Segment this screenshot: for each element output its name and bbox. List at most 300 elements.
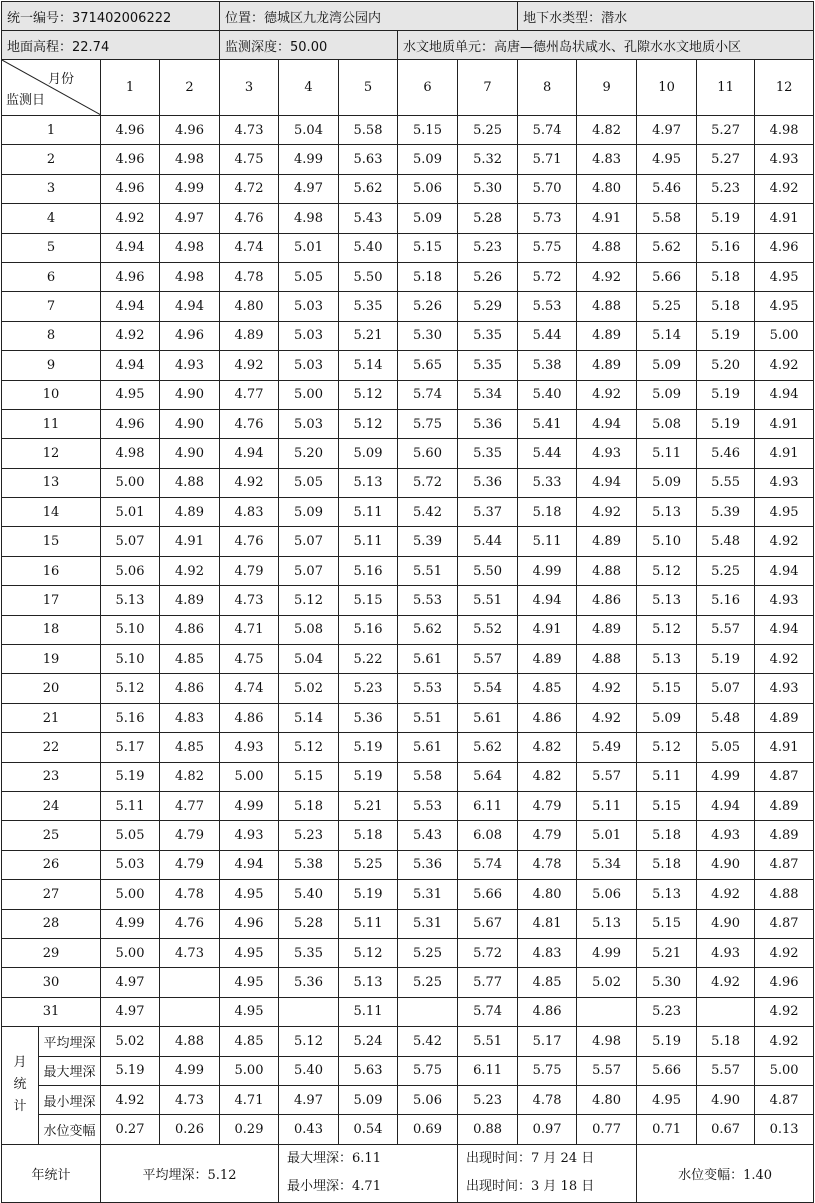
depth-value: 5.70 <box>518 174 577 203</box>
stat-value: 5.09 <box>339 1085 398 1114</box>
depth-value: 4.96 <box>755 233 814 262</box>
depth-value: 4.89 <box>577 351 637 380</box>
stat-label: 最大埋深 <box>39 1056 101 1085</box>
depth-value: 5.54 <box>458 674 518 703</box>
depth-value: 5.23 <box>279 821 339 850</box>
depth-value: 5.48 <box>697 527 755 556</box>
depth-value: 4.93 <box>755 586 814 615</box>
depth-value: 5.16 <box>101 703 160 732</box>
depth-value: 5.19 <box>339 762 398 791</box>
table-row <box>2 262 814 291</box>
depth-value: 5.07 <box>697 674 755 703</box>
table-row <box>2 821 814 850</box>
day-label: 19 <box>2 645 101 674</box>
depth-value: 4.85 <box>160 733 220 762</box>
table-row <box>2 674 814 703</box>
annual-max-time: 出现时间：7 月 24 日 <box>466 1151 595 1167</box>
depth-value: 4.82 <box>518 762 577 791</box>
day-label: 6 <box>2 262 101 291</box>
stat-value: 5.40 <box>279 1056 339 1085</box>
depth-value: 5.62 <box>398 615 458 644</box>
stat-row <box>2 1027 814 1056</box>
depth-value: 4.91 <box>755 409 814 438</box>
depth-value: 4.88 <box>755 880 814 909</box>
stat-value: 4.71 <box>220 1085 279 1114</box>
depth-value: 5.18 <box>279 791 339 820</box>
depth-value: 5.13 <box>637 645 697 674</box>
stat-value: 5.57 <box>697 1056 755 1085</box>
depth-value: 4.79 <box>220 556 279 585</box>
depth-value: 4.87 <box>755 762 814 791</box>
depth-value: 4.93 <box>755 674 814 703</box>
depth-value: 5.44 <box>518 439 577 468</box>
stat-value: 0.29 <box>220 1115 279 1144</box>
depth-value: 5.11 <box>577 791 637 820</box>
depth-value: 5.63 <box>339 145 398 174</box>
table-row <box>2 556 814 585</box>
depth-value: 5.00 <box>101 938 160 967</box>
stat-value: 5.57 <box>577 1056 637 1085</box>
depth-value: 5.51 <box>458 586 518 615</box>
depth-value: 4.74 <box>220 233 279 262</box>
depth-value: 5.18 <box>339 821 398 850</box>
depth-value: 4.99 <box>518 556 577 585</box>
depth-value: 5.23 <box>458 233 518 262</box>
depth-value: 4.95 <box>220 997 279 1026</box>
depth-value: 4.94 <box>577 409 637 438</box>
table-row <box>2 409 814 438</box>
day-label: 17 <box>2 586 101 615</box>
depth-value: 4.94 <box>755 556 814 585</box>
day-axis-label: 监测日 <box>6 93 46 108</box>
depth-value: 5.21 <box>339 321 398 350</box>
depth-value: 5.19 <box>697 409 755 438</box>
depth-value: 4.91 <box>755 439 814 468</box>
depth-value: 4.93 <box>697 821 755 850</box>
day-label: 28 <box>2 909 101 938</box>
stat-value: 4.80 <box>577 1085 637 1114</box>
stat-value: 4.73 <box>160 1085 220 1114</box>
depth-value: 5.55 <box>697 468 755 497</box>
day-label: 24 <box>2 791 101 820</box>
depth-value: 4.92 <box>577 498 637 527</box>
depth-value: 5.02 <box>279 674 339 703</box>
depth-value: 5.32 <box>458 145 518 174</box>
depth-value: 5.65 <box>398 351 458 380</box>
header-row-2 <box>2 31 814 60</box>
depth-value: 5.64 <box>458 762 518 791</box>
annual-stats-row <box>2 1144 814 1202</box>
day-label: 5 <box>2 233 101 262</box>
location: 位置：德城区九龙湾公园内 <box>220 2 518 31</box>
depth-value: 5.15 <box>398 116 458 145</box>
month-header-row <box>2 60 814 116</box>
groundwater-table <box>1 1 814 1203</box>
stat-label: 最小埋深 <box>39 1085 101 1114</box>
table-row <box>2 498 814 527</box>
table-row <box>2 615 814 644</box>
depth-value: 4.71 <box>220 615 279 644</box>
depth-value: 4.75 <box>220 145 279 174</box>
month-header: 1 <box>101 60 160 116</box>
depth-value: 5.01 <box>577 821 637 850</box>
depth-value: 5.42 <box>398 498 458 527</box>
annual-min-depth: 最小埋深：4.71 <box>287 1179 381 1195</box>
depth-value: 4.75 <box>220 645 279 674</box>
depth-value: 5.19 <box>697 321 755 350</box>
depth-value: 5.06 <box>101 556 160 585</box>
depth-value: 5.36 <box>458 468 518 497</box>
stat-value: 4.95 <box>637 1085 697 1114</box>
depth-value: 5.16 <box>339 615 398 644</box>
depth-value: 5.26 <box>398 292 458 321</box>
depth-value: 4.87 <box>755 909 814 938</box>
table-row <box>2 938 814 967</box>
annual-range: 水位变幅：1.40 <box>637 1144 814 1202</box>
month-axis-label: 月份 <box>47 72 74 87</box>
day-label: 26 <box>2 850 101 879</box>
monthly-stats-label <box>2 1027 39 1145</box>
month-header: 7 <box>458 60 518 116</box>
stat-value: 0.54 <box>339 1115 398 1144</box>
depth-value: 4.83 <box>577 145 637 174</box>
depth-value: 4.89 <box>160 498 220 527</box>
depth-value: 5.38 <box>279 850 339 879</box>
day-label: 2 <box>2 145 101 174</box>
depth-value: 4.99 <box>101 909 160 938</box>
water-type: 地下水类型：潜水 <box>518 2 814 31</box>
depth-value: 5.03 <box>279 321 339 350</box>
depth-value: 4.98 <box>755 116 814 145</box>
depth-value: 5.19 <box>697 204 755 233</box>
depth-value: 5.51 <box>398 703 458 732</box>
depth-value: 5.03 <box>279 292 339 321</box>
depth-value: 5.23 <box>637 997 697 1026</box>
depth-value: 5.34 <box>458 380 518 409</box>
depth-value: 5.27 <box>697 145 755 174</box>
depth-value: 4.91 <box>755 733 814 762</box>
depth-value: 5.53 <box>398 586 458 615</box>
depth-value: 5.09 <box>279 498 339 527</box>
depth-value: 5.25 <box>339 850 398 879</box>
depth-value: 5.74 <box>518 116 577 145</box>
depth-value: 4.94 <box>755 380 814 409</box>
depth-value: 4.96 <box>101 145 160 174</box>
depth-value: 5.34 <box>577 850 637 879</box>
day-label: 18 <box>2 615 101 644</box>
depth-value: 4.89 <box>220 321 279 350</box>
depth-value: 5.15 <box>637 791 697 820</box>
depth-value <box>398 997 458 1026</box>
depth-value: 4.86 <box>518 703 577 732</box>
depth-value: 4.73 <box>160 938 220 967</box>
depth-value: 5.36 <box>398 850 458 879</box>
depth-value: 4.89 <box>160 586 220 615</box>
annual-avg-depth: 平均埋深：5.12 <box>101 1144 279 1202</box>
depth-value: 4.97 <box>637 116 697 145</box>
stat-row <box>2 1056 814 1085</box>
stat-value: 5.02 <box>101 1027 160 1056</box>
depth-value: 4.94 <box>220 850 279 879</box>
depth-value: 4.90 <box>160 439 220 468</box>
depth-value: 4.92 <box>101 204 160 233</box>
depth-value: 4.95 <box>220 880 279 909</box>
depth-value: 5.31 <box>398 909 458 938</box>
depth-value: 4.92 <box>755 174 814 203</box>
table-row <box>2 791 814 820</box>
stat-value: 4.90 <box>697 1085 755 1114</box>
depth-value: 4.77 <box>160 791 220 820</box>
month-header: 6 <box>398 60 458 116</box>
depth-value: 5.05 <box>279 468 339 497</box>
day-label: 25 <box>2 821 101 850</box>
depth-value: 4.85 <box>518 674 577 703</box>
depth-value: 5.39 <box>398 527 458 556</box>
depth-value: 4.92 <box>160 556 220 585</box>
stat-value: 0.71 <box>637 1115 697 1144</box>
depth-value: 5.25 <box>697 556 755 585</box>
depth-value: 5.75 <box>518 233 577 262</box>
monitoring-depth: 监测深度：50.00 <box>220 31 398 60</box>
depth-value: 5.23 <box>339 674 398 703</box>
day-label: 23 <box>2 762 101 791</box>
depth-value: 4.83 <box>518 938 577 967</box>
depth-value: 5.74 <box>458 850 518 879</box>
depth-value: 4.92 <box>101 321 160 350</box>
depth-value: 4.92 <box>577 262 637 291</box>
table-row <box>2 204 814 233</box>
depth-value: 5.50 <box>458 556 518 585</box>
stat-value: 4.98 <box>577 1027 637 1056</box>
depth-value <box>577 997 637 1026</box>
station-id: 统一编号：371402006222 <box>2 2 220 31</box>
depth-value: 4.94 <box>160 292 220 321</box>
depth-value: 4.88 <box>577 292 637 321</box>
depth-value: 5.41 <box>518 409 577 438</box>
stat-value: 4.92 <box>101 1085 160 1114</box>
table-row <box>2 850 814 879</box>
depth-value: 5.18 <box>697 292 755 321</box>
depth-value: 5.00 <box>101 880 160 909</box>
depth-value: 5.13 <box>339 968 398 997</box>
stat-value: 4.99 <box>160 1056 220 1085</box>
day-label: 20 <box>2 674 101 703</box>
depth-value: 5.16 <box>339 556 398 585</box>
depth-value: 4.99 <box>220 791 279 820</box>
depth-value: 4.93 <box>220 821 279 850</box>
depth-value: 4.97 <box>101 968 160 997</box>
depth-value: 5.61 <box>398 733 458 762</box>
depth-value: 5.09 <box>339 439 398 468</box>
table-row <box>2 321 814 350</box>
depth-value: 4.89 <box>755 703 814 732</box>
day-label: 9 <box>2 351 101 380</box>
depth-value: 5.60 <box>398 439 458 468</box>
depth-value: 5.40 <box>279 880 339 909</box>
table-row <box>2 439 814 468</box>
depth-value: 5.11 <box>637 439 697 468</box>
depth-value: 4.99 <box>279 145 339 174</box>
depth-value: 4.95 <box>101 380 160 409</box>
depth-value: 4.86 <box>577 586 637 615</box>
depth-value: 4.94 <box>755 615 814 644</box>
depth-value: 5.39 <box>697 498 755 527</box>
stat-value: 5.66 <box>637 1056 697 1085</box>
depth-value: 5.50 <box>339 262 398 291</box>
depth-value: 4.92 <box>755 527 814 556</box>
depth-value: 5.62 <box>637 233 697 262</box>
depth-value: 5.15 <box>339 586 398 615</box>
depth-value: 5.18 <box>398 262 458 291</box>
depth-value: 4.90 <box>697 850 755 879</box>
stat-value: 5.12 <box>279 1027 339 1056</box>
depth-value: 4.89 <box>755 791 814 820</box>
depth-value: 4.94 <box>101 292 160 321</box>
table-row <box>2 733 814 762</box>
depth-value: 5.00 <box>755 321 814 350</box>
stat-label: 平均埋深 <box>39 1027 101 1056</box>
stat-value: 0.13 <box>755 1115 814 1144</box>
table-row <box>2 586 814 615</box>
depth-value: 4.92 <box>577 703 637 732</box>
depth-value: 5.21 <box>637 938 697 967</box>
table-row <box>2 880 814 909</box>
depth-value: 5.07 <box>279 556 339 585</box>
depth-value: 5.17 <box>101 733 160 762</box>
annual-stats-label: 年统计 <box>2 1144 101 1202</box>
depth-value: 5.08 <box>279 615 339 644</box>
stat-value: 5.23 <box>458 1085 518 1114</box>
depth-value <box>160 968 220 997</box>
depth-value: 4.92 <box>755 938 814 967</box>
stat-value: 0.26 <box>160 1115 220 1144</box>
day-label: 16 <box>2 556 101 585</box>
depth-value: 5.51 <box>398 556 458 585</box>
depth-value: 5.22 <box>339 645 398 674</box>
depth-value: 6.11 <box>458 791 518 820</box>
depth-value: 5.15 <box>398 233 458 262</box>
depth-value: 5.23 <box>697 174 755 203</box>
depth-value: 5.52 <box>458 615 518 644</box>
stat-value: 5.06 <box>398 1085 458 1114</box>
depth-value: 4.96 <box>101 262 160 291</box>
depth-value: 5.35 <box>458 439 518 468</box>
depth-value: 5.14 <box>637 321 697 350</box>
depth-value: 4.80 <box>577 174 637 203</box>
depth-value: 4.92 <box>577 380 637 409</box>
depth-value: 5.00 <box>220 762 279 791</box>
stat-value: 4.87 <box>755 1085 814 1114</box>
depth-value: 5.16 <box>697 586 755 615</box>
table-row <box>2 380 814 409</box>
depth-value: 4.85 <box>160 645 220 674</box>
day-label: 29 <box>2 938 101 967</box>
month-header: 10 <box>637 60 697 116</box>
stat-value: 5.75 <box>518 1056 577 1085</box>
depth-value: 4.99 <box>577 938 637 967</box>
depth-value: 5.19 <box>339 733 398 762</box>
depth-value: 5.35 <box>458 351 518 380</box>
table-row <box>2 968 814 997</box>
depth-value: 4.92 <box>577 674 637 703</box>
annual-max-depth: 最大埋深：6.11 <box>287 1151 381 1167</box>
depth-value: 4.92 <box>755 997 814 1026</box>
depth-value: 4.96 <box>220 909 279 938</box>
depth-value: 5.66 <box>458 880 518 909</box>
depth-value: 4.78 <box>160 880 220 909</box>
table-row <box>2 645 814 674</box>
depth-value: 4.94 <box>101 351 160 380</box>
depth-value: 4.96 <box>101 409 160 438</box>
depth-value: 5.66 <box>637 262 697 291</box>
depth-value: 5.67 <box>458 909 518 938</box>
depth-value: 4.95 <box>755 498 814 527</box>
depth-value: 4.99 <box>697 762 755 791</box>
depth-value: 4.86 <box>220 703 279 732</box>
depth-value: 5.25 <box>637 292 697 321</box>
corner-cell <box>2 60 101 116</box>
stat-value: 5.63 <box>339 1056 398 1085</box>
depth-value: 5.13 <box>339 468 398 497</box>
stat-value: 0.43 <box>279 1115 339 1144</box>
depth-value: 5.35 <box>458 321 518 350</box>
depth-value: 5.09 <box>398 204 458 233</box>
depth-value: 5.06 <box>398 174 458 203</box>
depth-value: 5.01 <box>101 498 160 527</box>
depth-value: 5.74 <box>398 380 458 409</box>
depth-value: 5.05 <box>279 262 339 291</box>
depth-value: 4.98 <box>160 262 220 291</box>
table-row <box>2 909 814 938</box>
depth-value: 5.21 <box>339 791 398 820</box>
depth-value: 4.96 <box>101 174 160 203</box>
month-header: 3 <box>220 60 279 116</box>
depth-value: 4.79 <box>518 791 577 820</box>
depth-value: 5.58 <box>398 762 458 791</box>
depth-value: 5.72 <box>518 262 577 291</box>
depth-value: 5.18 <box>637 821 697 850</box>
depth-value: 5.07 <box>101 527 160 556</box>
day-label: 11 <box>2 409 101 438</box>
depth-value: 4.74 <box>220 674 279 703</box>
depth-value: 5.62 <box>458 733 518 762</box>
month-header: 8 <box>518 60 577 116</box>
depth-value: 5.57 <box>458 645 518 674</box>
depth-value: 4.83 <box>220 498 279 527</box>
depth-value: 5.16 <box>697 233 755 262</box>
depth-value: 5.36 <box>339 703 398 732</box>
depth-value <box>160 997 220 1026</box>
depth-value: 5.14 <box>339 351 398 380</box>
depth-value: 5.09 <box>637 351 697 380</box>
depth-value: 4.82 <box>160 762 220 791</box>
depth-value: 4.95 <box>755 262 814 291</box>
stat-row <box>2 1085 814 1114</box>
depth-value: 4.93 <box>160 351 220 380</box>
depth-value: 5.01 <box>279 233 339 262</box>
depth-value: 4.88 <box>160 468 220 497</box>
month-header: 4 <box>279 60 339 116</box>
depth-value: 4.93 <box>577 439 637 468</box>
depth-value: 5.29 <box>458 292 518 321</box>
depth-value: 5.02 <box>577 968 637 997</box>
depth-value: 5.19 <box>697 645 755 674</box>
depth-value: 5.15 <box>637 909 697 938</box>
depth-value: 5.08 <box>637 409 697 438</box>
depth-value: 4.91 <box>518 615 577 644</box>
depth-value: 5.44 <box>458 527 518 556</box>
depth-value: 4.76 <box>160 909 220 938</box>
